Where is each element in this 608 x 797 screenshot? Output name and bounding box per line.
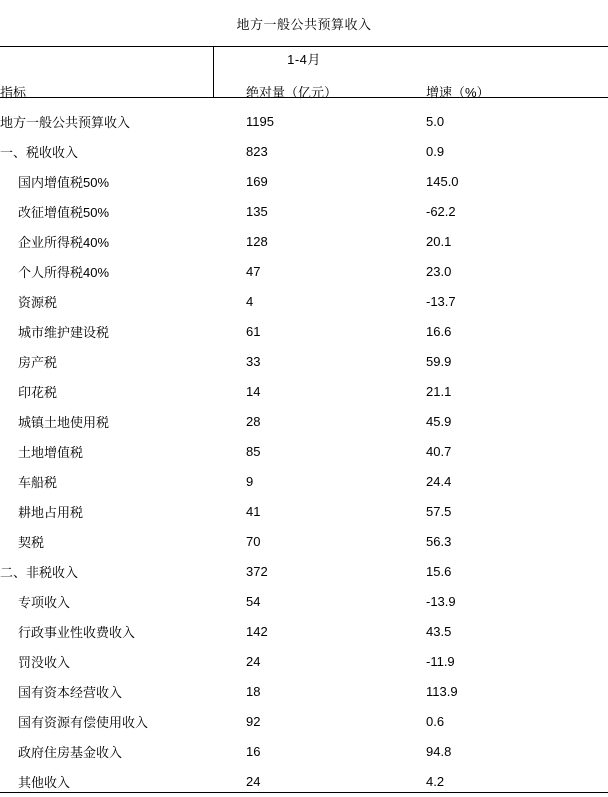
row-rate: 16.6 xyxy=(426,323,452,339)
row-label: 行政事业性收费收入 xyxy=(18,624,136,640)
table-row xyxy=(0,676,608,706)
row-value: 33 xyxy=(246,353,261,369)
row-value: 16 xyxy=(246,743,261,759)
row-label: 资源税 xyxy=(18,294,58,310)
header-rule-bottom xyxy=(0,97,608,98)
row-rate: -13.9 xyxy=(426,593,456,609)
row-label: 土地增值税 xyxy=(18,444,84,460)
row-label: 企业所得税40% xyxy=(18,234,110,250)
table-row xyxy=(0,196,608,226)
row-rate: 15.6 xyxy=(426,563,452,579)
row-rate: 59.9 xyxy=(426,353,452,369)
column-header-rate: 增速（%） xyxy=(426,84,490,100)
row-value: 54 xyxy=(246,593,261,609)
row-rate: -13.7 xyxy=(426,293,456,309)
table-row xyxy=(0,316,608,346)
row-rate: 20.1 xyxy=(426,233,452,249)
page-title: 地方一般公共预算收入 xyxy=(236,17,372,32)
row-rate: 56.3 xyxy=(426,533,452,549)
row-value: 823 xyxy=(246,143,268,159)
row-rate: -62.2 xyxy=(426,203,456,219)
table-row xyxy=(0,706,608,736)
table-row xyxy=(0,526,608,556)
row-value: 4 xyxy=(246,293,254,309)
row-value: 41 xyxy=(246,503,261,519)
table-body xyxy=(0,106,608,796)
table-row xyxy=(0,436,608,466)
table-row xyxy=(0,226,608,256)
row-label: 专项收入 xyxy=(18,594,71,610)
table-header-row xyxy=(0,76,608,106)
table-rule-bottom xyxy=(0,792,608,793)
table-row xyxy=(0,406,608,436)
row-value: 70 xyxy=(246,533,261,549)
row-value: 92 xyxy=(246,713,261,729)
row-label: 二、非税收入 xyxy=(0,564,79,580)
table-row xyxy=(0,616,608,646)
row-label: 印花税 xyxy=(18,384,58,400)
row-label: 个人所得税40% xyxy=(18,264,110,280)
row-rate: 94.8 xyxy=(426,743,452,759)
row-label: 地方一般公共预算收入 xyxy=(0,114,131,130)
row-value: 135 xyxy=(246,203,268,219)
row-rate: 23.0 xyxy=(426,263,452,279)
row-value: 9 xyxy=(246,473,254,489)
row-rate: 0.6 xyxy=(426,713,445,729)
table-row xyxy=(0,286,608,316)
row-rate: 145.0 xyxy=(426,173,459,189)
row-label: 车船税 xyxy=(18,474,58,490)
row-label: 国有资本经营收入 xyxy=(18,684,123,700)
row-label: 罚没收入 xyxy=(18,654,71,670)
row-value: 14 xyxy=(246,383,261,399)
row-value: 61 xyxy=(246,323,261,339)
row-label: 改征增值税50% xyxy=(18,204,110,220)
row-rate: 43.5 xyxy=(426,623,452,639)
table-row xyxy=(0,586,608,616)
row-label: 一、税收收入 xyxy=(0,144,79,160)
row-value: 24 xyxy=(246,653,261,669)
row-rate: 24.4 xyxy=(426,473,452,489)
header-rule-top xyxy=(0,46,608,47)
row-value: 47 xyxy=(246,263,261,279)
table-row xyxy=(0,346,608,376)
row-label: 房产税 xyxy=(18,354,58,370)
row-label: 契税 xyxy=(18,534,45,550)
row-rate: 21.1 xyxy=(426,383,452,399)
table-row xyxy=(0,646,608,676)
row-label: 国有资源有偿使用收入 xyxy=(18,714,149,730)
table-row xyxy=(0,496,608,526)
row-rate: 113.9 xyxy=(426,683,458,699)
table-row xyxy=(0,166,608,196)
row-value: 18 xyxy=(246,683,261,699)
row-value: 142 xyxy=(246,623,268,639)
row-label: 耕地占用税 xyxy=(18,504,84,520)
row-value: 128 xyxy=(246,233,268,249)
table-row xyxy=(0,556,608,586)
table-row xyxy=(0,736,608,766)
column-header-value: 绝对量（亿元） xyxy=(246,84,338,100)
row-value: 1195 xyxy=(246,113,274,129)
table-header xyxy=(0,76,608,106)
header-column-separator xyxy=(213,46,214,97)
table-row xyxy=(0,466,608,496)
row-value: 24 xyxy=(246,773,261,789)
row-rate: 57.5 xyxy=(426,503,452,519)
budget-revenue-table xyxy=(0,76,608,796)
column-header-label: 指标 xyxy=(0,84,27,100)
row-label: 国内增值税50% xyxy=(18,174,110,190)
row-label: 城市维护建设税 xyxy=(18,324,110,340)
row-rate: 5.0 xyxy=(426,113,445,129)
row-rate: 0.9 xyxy=(426,143,445,159)
table-row xyxy=(0,256,608,286)
table-row xyxy=(0,136,608,166)
table-row xyxy=(0,106,608,136)
row-value: 28 xyxy=(246,413,261,429)
row-label: 其他收入 xyxy=(18,774,71,790)
row-value: 169 xyxy=(246,173,268,189)
row-label: 城镇土地使用税 xyxy=(18,414,110,430)
row-rate: -11.9 xyxy=(426,653,455,669)
row-label: 政府住房基金收入 xyxy=(18,744,123,760)
row-value: 372 xyxy=(246,563,268,579)
report-period: 1-4月 xyxy=(287,52,321,67)
row-rate: 4.2 xyxy=(426,773,445,789)
row-rate: 40.7 xyxy=(426,443,452,459)
table-row xyxy=(0,376,608,406)
row-value: 85 xyxy=(246,443,261,459)
row-rate: 45.9 xyxy=(426,413,452,429)
